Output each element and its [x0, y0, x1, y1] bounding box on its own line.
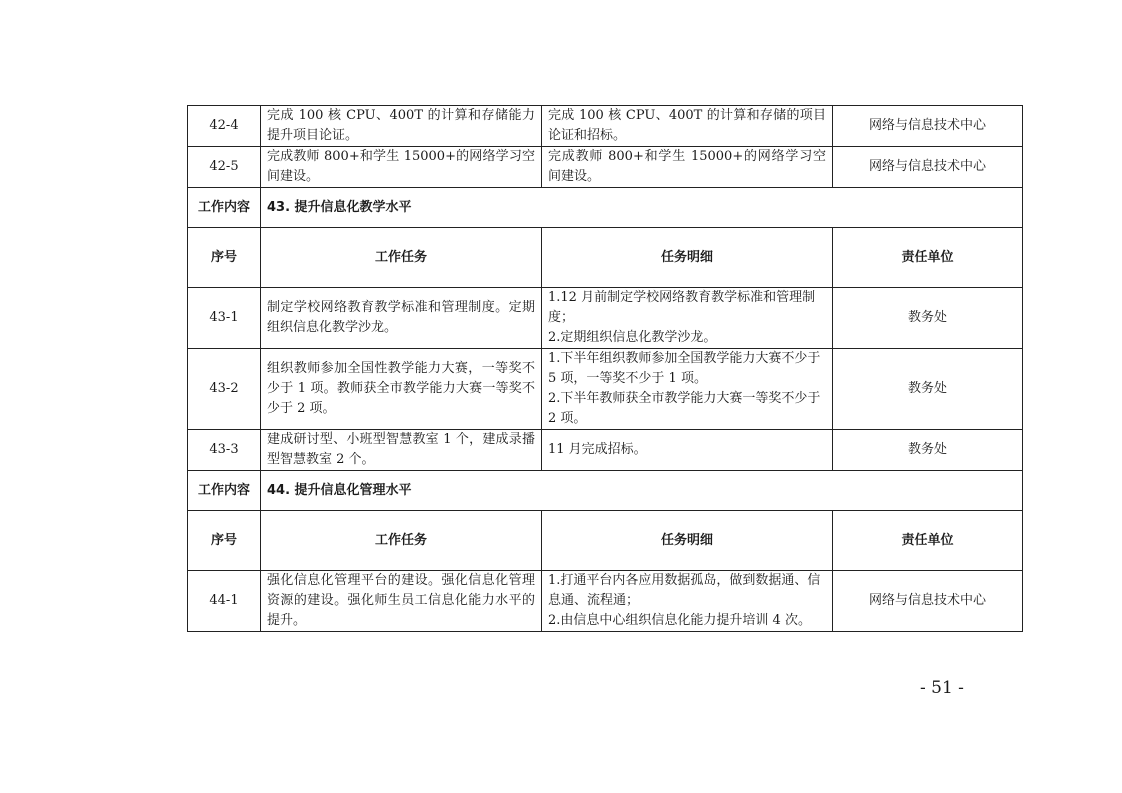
responsible-unit: 网络与信息技术中心 [833, 571, 1023, 632]
header-task: 工作任务 [261, 228, 542, 288]
header-number: 序号 [188, 228, 261, 288]
header-number: 序号 [188, 511, 261, 571]
row-number: 44-1 [188, 571, 261, 632]
responsible-unit: 教务处 [833, 349, 1023, 430]
responsible-unit: 教务处 [833, 288, 1023, 349]
section-title-row [188, 471, 1023, 511]
row-number: 42-5 [188, 147, 261, 188]
table-row [188, 147, 1023, 188]
header-detail: 任务明细 [542, 228, 833, 288]
work-task: 组织教师参加全国性教学能力大赛，一等奖不少于 1 项。教师获全市教学能力大赛一等奖不少于 2 项。 [261, 349, 542, 430]
work-task: 完成 100 核 CPU、400T 的计算和存储能力提升项目论证。 [261, 106, 542, 147]
task-detail [542, 349, 833, 430]
header-unit: 责任单位 [833, 228, 1023, 288]
header-row [188, 511, 1023, 571]
row-number: 43-3 [188, 430, 261, 471]
task-detail-item: 1.打通平台内各应用数据孤岛，做到数据通、信息通、流程通； [548, 573, 821, 608]
work-task: 建成研讨型、小班型智慧教室 1 个，建成录播型智慧教室 2 个。 [261, 430, 542, 471]
task-detail [542, 288, 833, 349]
header-unit: 责任单位 [833, 511, 1023, 571]
table-row [188, 288, 1023, 349]
work-plan-table [187, 105, 1023, 632]
task-detail-item: 2.下半年教师获全市教学能力大赛一等奖不少于 2 项。 [548, 391, 821, 426]
task-detail-item: 1.下半年组织教师参加全国教学能力大赛不少于 5 项，一等奖不少于 1 项。 [548, 351, 821, 386]
table-row [188, 106, 1023, 147]
row-number: 43-1 [188, 288, 261, 349]
section-label: 工作内容 [188, 471, 261, 511]
work-task: 制定学校网络教育教学标准和管理制度。定期组织信息化教学沙龙。 [261, 288, 542, 349]
work-task: 强化信息化管理平台的建设。强化信息化管理资源的建设。强化师生员工信息化能力水平的提升。 [261, 571, 542, 632]
header-detail: 任务明细 [542, 511, 833, 571]
table-row [188, 430, 1023, 471]
row-number: 42-4 [188, 106, 261, 147]
task-detail [542, 571, 833, 632]
task-detail-item: 1.12 月前制定学校网络教育教学标准和管理制度； [548, 290, 816, 325]
section-title-row [188, 188, 1023, 228]
task-detail: 11 月完成招标。 [542, 430, 833, 471]
table-row [188, 349, 1023, 430]
page-number: - 51 - [920, 678, 964, 698]
section-title: 43. 提升信息化教学水平 [261, 188, 1023, 228]
task-detail: 完成教师 800+和学生 15000+的网络学习空间建设。 [542, 147, 833, 188]
responsible-unit: 网络与信息技术中心 [833, 147, 1023, 188]
work-task: 完成教师 800+和学生 15000+的网络学习空间建设。 [261, 147, 542, 188]
responsible-unit: 网络与信息技术中心 [833, 106, 1023, 147]
task-detail-item: 2.定期组织信息化教学沙龙。 [548, 330, 717, 345]
section-title: 44. 提升信息化管理水平 [261, 471, 1023, 511]
row-number: 43-2 [188, 349, 261, 430]
responsible-unit: 教务处 [833, 430, 1023, 471]
task-detail: 完成 100 核 CPU、400T 的计算和存储的项目论证和招标。 [542, 106, 833, 147]
task-detail-item: 2.由信息中心组织信息化能力提升培训 4 次。 [548, 613, 811, 628]
header-row [188, 228, 1023, 288]
header-task: 工作任务 [261, 511, 542, 571]
section-label: 工作内容 [188, 188, 261, 228]
table-row [188, 571, 1023, 632]
